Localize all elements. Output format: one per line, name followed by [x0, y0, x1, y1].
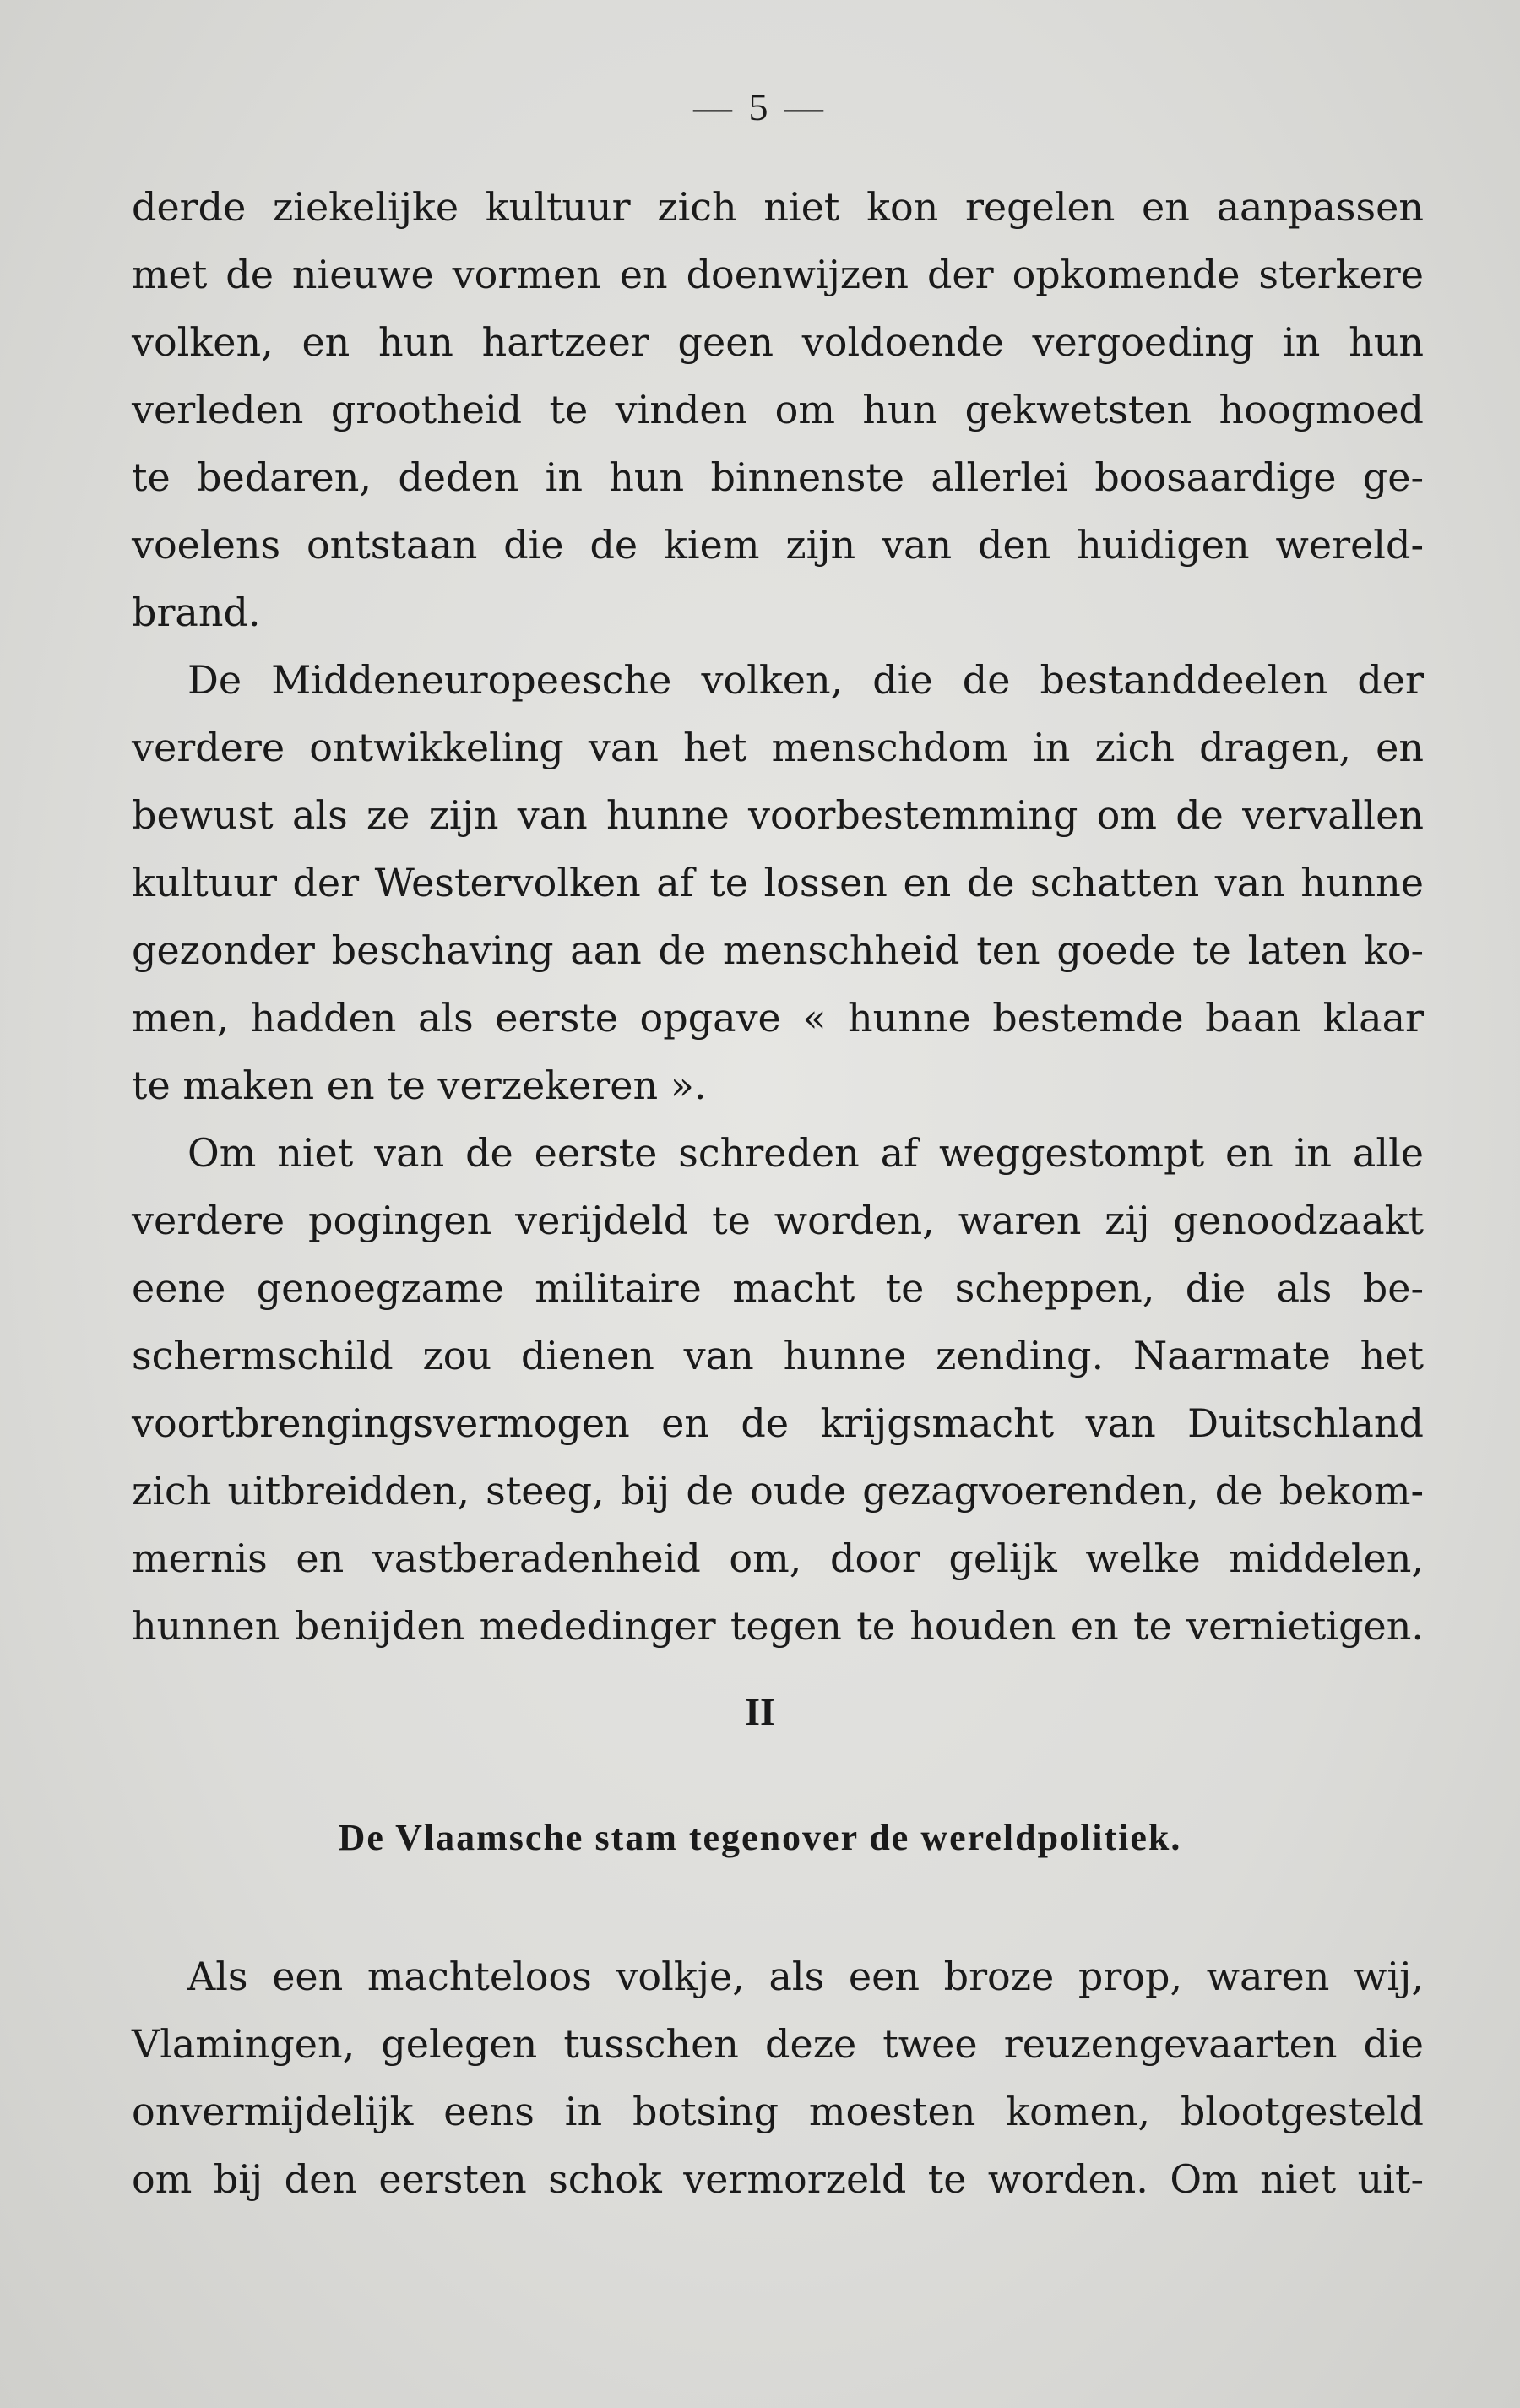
text-line: schermschild zou dienen van hunne zending. Naarmate het — [132, 1333, 1424, 1378]
text-line: verleden grootheid te vinden om hun gekwetsten hoogmoed — [132, 387, 1424, 432]
text-line: eene genoegzame militaire macht te scheppen, die als be- — [132, 1265, 1424, 1311]
text-line: zich uitbreidden, steeg, bij de oude gezagvoerenden, de bekom- — [132, 1468, 1424, 1514]
text-line: De Middeneuropeesche volken, die de bestanddeelen der — [187, 657, 1424, 703]
text-block-bottom — [132, 1943, 1424, 2213]
text-line: verdere pogingen verijdeld te worden, waren zij genoodzaakt — [132, 1198, 1424, 1243]
text-line: voelens ontstaan die de kiem zijn van den huidigen wereld- — [132, 522, 1424, 568]
text-line: voortbrengingsvermogen en de krijgsmacht van Duitschland — [132, 1400, 1424, 1446]
text-line: onvermijdelijk eens in botsing moesten komen, blootgesteld — [132, 2089, 1424, 2134]
section-title: De Vlaamsche stam tegenover de wereldpolitiek. — [338, 1817, 1182, 1858]
text-line: mernis en vastberadenheid om, door gelijk welke middelen, — [132, 1536, 1424, 1581]
page-number: — 5 — — [693, 85, 827, 128]
text-line: volken, en hun hartzeer geen voldoende vergoeding in hun — [132, 319, 1424, 365]
text-line: met de nieuwe vormen en doenwijzen der opkomende sterkere — [132, 252, 1424, 297]
text-line: men, hadden als eerste opgave « hunne bestemde baan klaar — [132, 995, 1424, 1041]
text-block-top — [132, 173, 1424, 1660]
text-line: bewust als ze zijn van hunne voorbestemming om de vervallen — [132, 792, 1424, 838]
text-line: verdere ontwikkeling van het menschdom in zich dragen, en — [132, 725, 1424, 770]
text-line: te maken en te verzekeren ». — [132, 1063, 707, 1108]
text-line: Vlamingen, gelegen tusschen deze twee reuzengevaarten die — [132, 2021, 1424, 2067]
text-line: Om niet van de eerste schreden af weggestompt en in alle — [187, 1130, 1424, 1176]
text-line: om bij den eersten schok vermorzeld te worden. Om niet uit- — [132, 2156, 1424, 2202]
text-line: Als een machteloos volkje, als een broze prop, waren wij, — [187, 1954, 1424, 1999]
section-number: II — [745, 1690, 775, 1733]
text-line: kultuur der Westervolken af te lossen en de schatten van hunne — [132, 860, 1424, 905]
text-line: te bedaren, deden in hun binnenste allerlei boosaardige ge- — [132, 454, 1424, 500]
text-line: gezonder beschaving aan de menschheid ten goede te laten ko- — [132, 927, 1424, 973]
text-line: hunnen benijden mededinger tegen te houden en te vernietigen. — [132, 1603, 1424, 1649]
text-line: brand. — [132, 590, 261, 635]
text-line: derde ziekelijke kultuur zich niet kon regelen en aanpassen — [132, 184, 1424, 230]
